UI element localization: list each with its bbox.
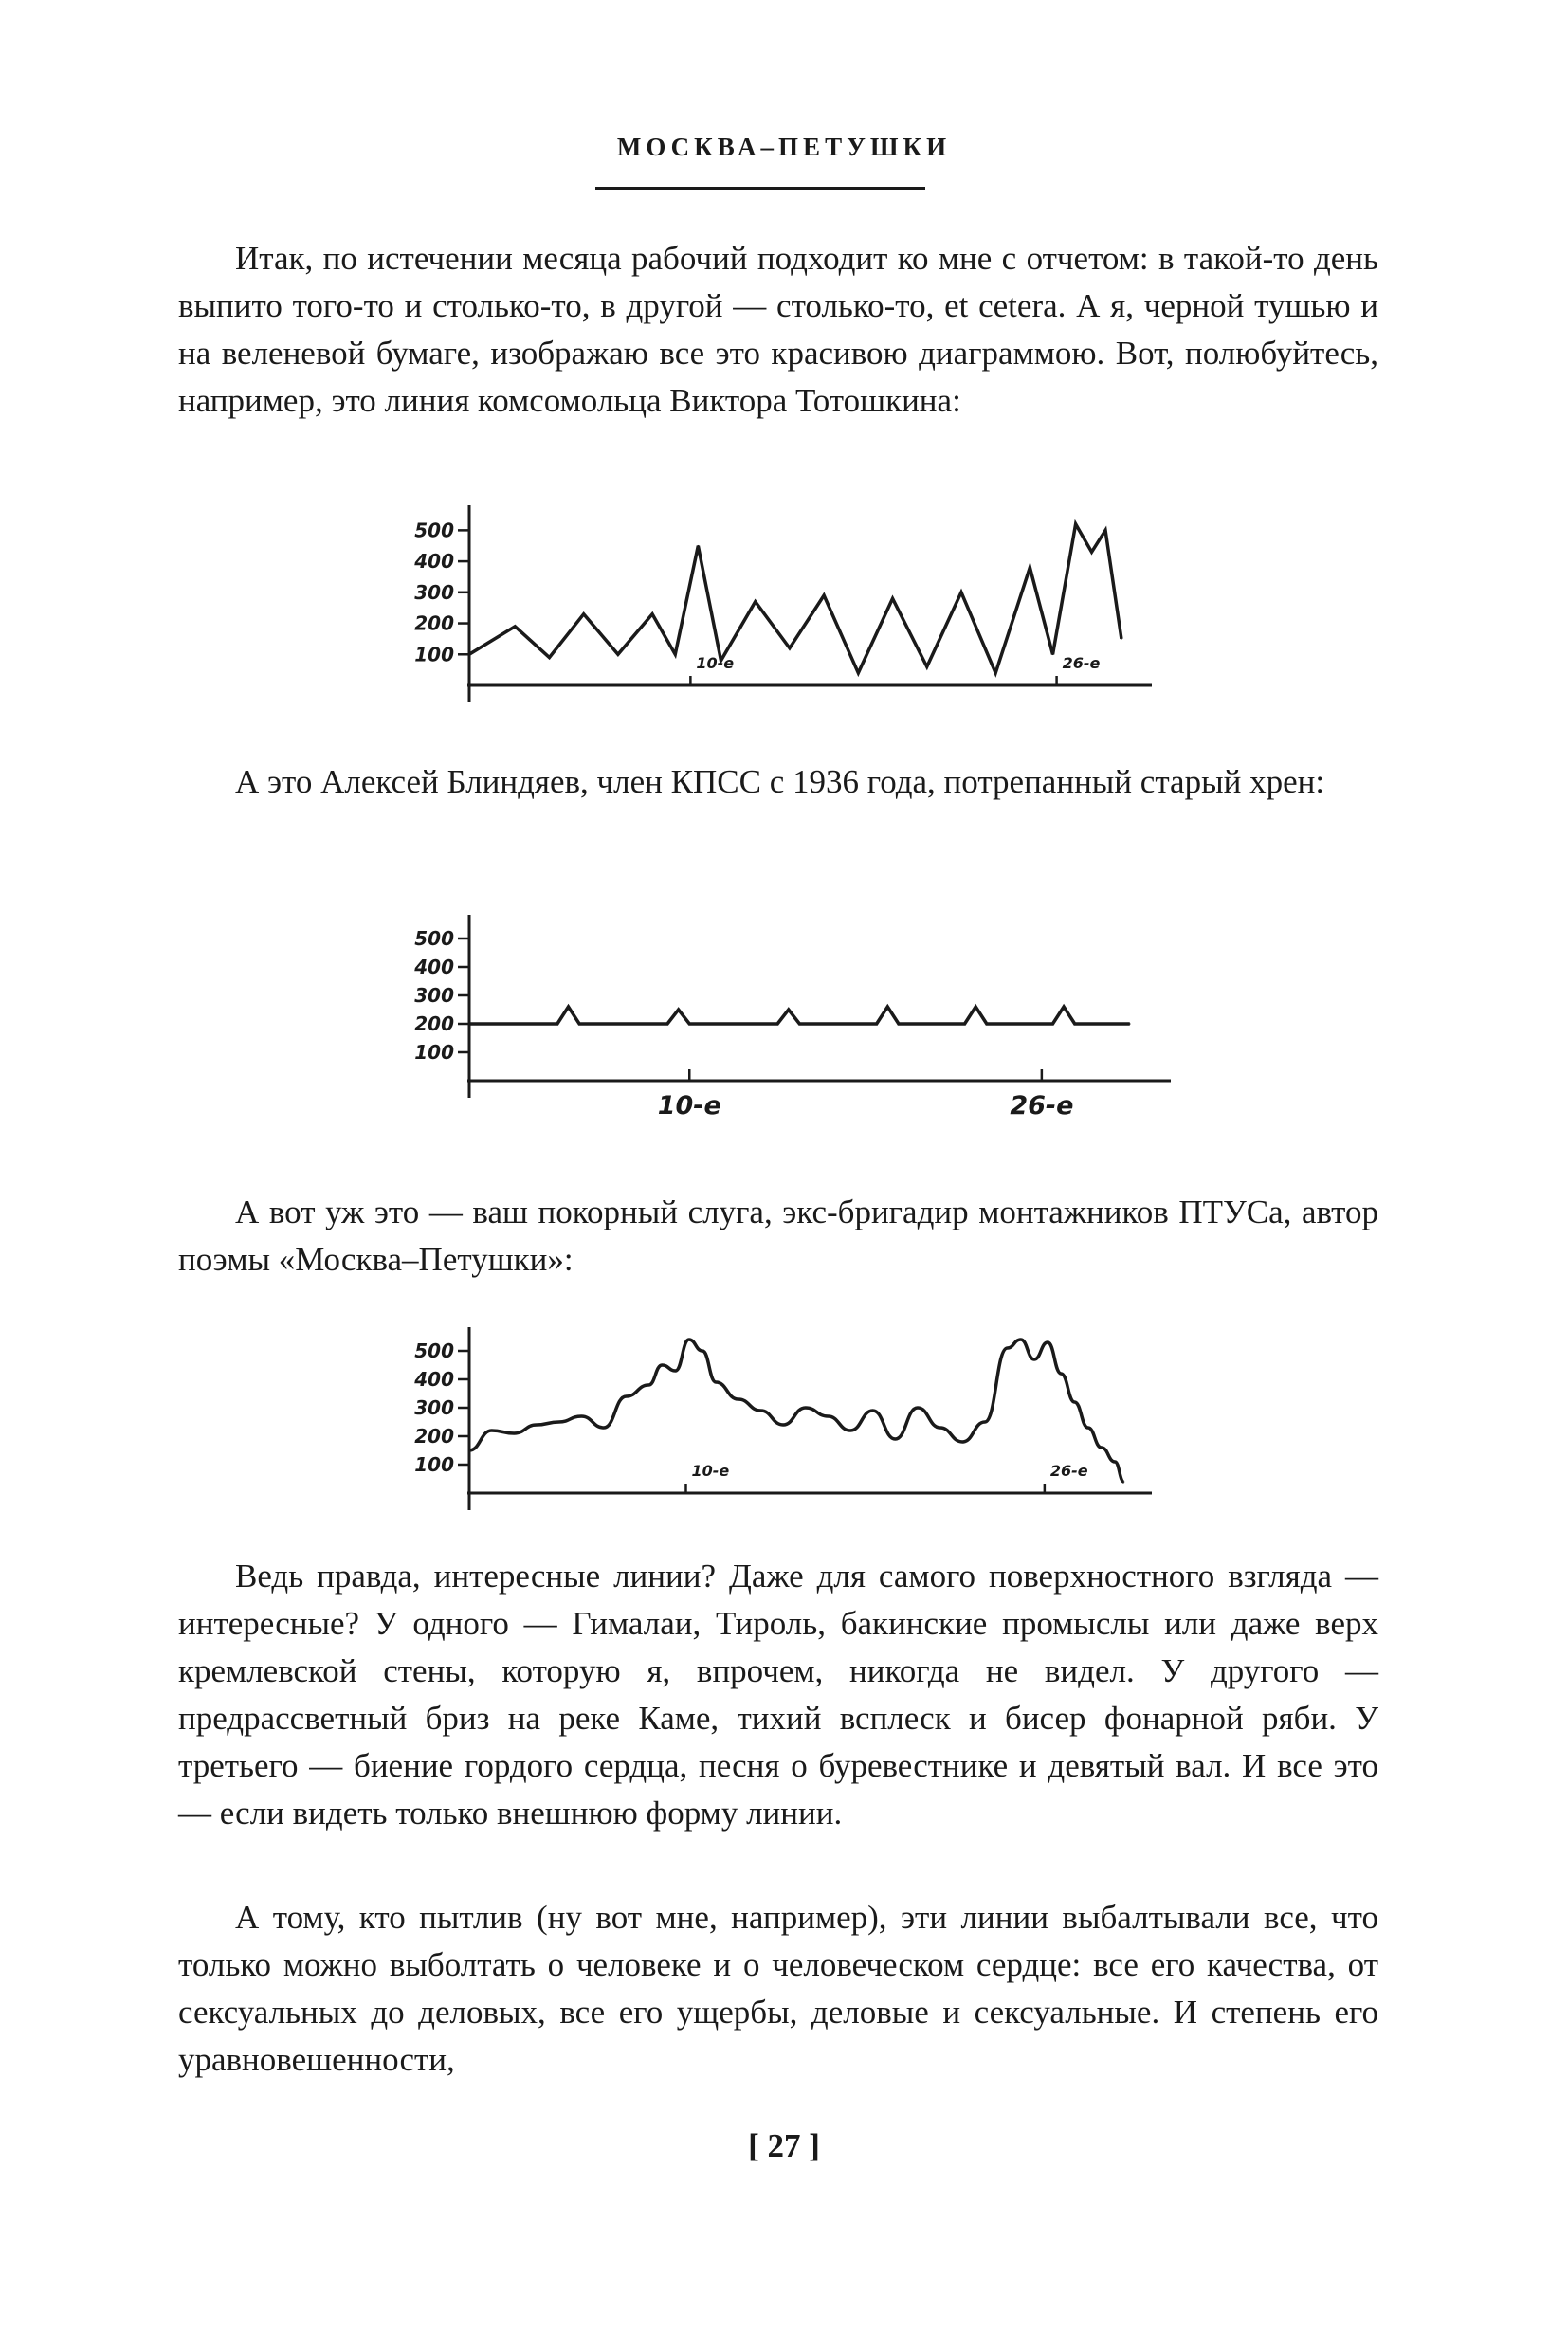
- y-tick-label: 500: [414, 519, 454, 542]
- data-point: [1061, 1373, 1063, 1375]
- data-point: [1074, 1401, 1076, 1403]
- paragraph-1: Итак, по истечении месяца рабочий подходит ко мне с отчетом: в такой-то день выпито того-то и столько-то, в другой — столько-то, et cetera. А я, черной тушью и на веленевой бумаге, изображаю все это красивою диаграммою. Вот, полюбуйтесь, например, это линия комсомольца Виктора Тотошкина:: [178, 240, 1378, 419]
- paragraph-5: А тому, кто пытлив (ну вот мне, например), эти линии выбалтывали все, что только можно выболтать о человеке и о человеческом сердце: все его качества, от сексуальных до деловых, все его ущербы, деловые и сексуальные. И степень его уравновешенности,: [178, 1899, 1378, 2078]
- data-point: [1121, 638, 1122, 640]
- data-point: [468, 1023, 470, 1025]
- x-day-label: 26-е: [1062, 654, 1101, 672]
- data-point: [760, 1410, 762, 1412]
- data-point: [886, 1006, 888, 1008]
- data-point: [926, 666, 928, 668]
- y-tick-label: 200: [414, 1012, 454, 1035]
- chart-author-svg: [384, 1318, 1171, 1536]
- data-point: [1020, 1339, 1022, 1340]
- data-point: [688, 1339, 690, 1340]
- data-point: [1033, 1358, 1035, 1360]
- x-day-label: 10-е: [691, 1462, 730, 1480]
- data-point: [738, 1398, 739, 1400]
- data-point: [1104, 530, 1106, 532]
- page-number: [ 27 ]: [748, 2127, 820, 2164]
- y-tick-label: 400: [414, 1368, 454, 1391]
- y-tick-label: 500: [414, 927, 454, 950]
- series-line: [469, 1007, 1130, 1024]
- data-point: [1123, 1481, 1125, 1483]
- data-point: [1030, 567, 1031, 569]
- data-point: [1101, 1447, 1103, 1449]
- data-point: [549, 657, 551, 659]
- data-point: [514, 626, 516, 628]
- data-point: [789, 647, 791, 649]
- data-point: [1052, 653, 1054, 655]
- data-point: [556, 1023, 558, 1025]
- y-tick-label: 100: [414, 1453, 454, 1476]
- data-point: [939, 1427, 941, 1429]
- data-point: [647, 1384, 649, 1386]
- x-day-label: 10-е: [657, 1091, 721, 1121]
- data-point: [678, 1009, 680, 1011]
- data-point: [583, 613, 585, 615]
- data-point: [1129, 1023, 1131, 1025]
- data-point: [1052, 1023, 1054, 1025]
- data-point: [688, 1023, 690, 1025]
- data-point: [626, 1395, 628, 1397]
- y-tick-label: 200: [414, 1425, 454, 1448]
- data-point: [755, 601, 757, 603]
- data-point: [805, 1407, 807, 1409]
- data-point: [580, 1415, 582, 1417]
- data-point: [823, 594, 825, 596]
- data-point: [1114, 1461, 1116, 1463]
- y-tick-label: 100: [414, 1041, 454, 1064]
- header-rule: [595, 187, 925, 190]
- data-point: [849, 1430, 851, 1431]
- data-point: [964, 1023, 966, 1025]
- data-point: [975, 1006, 976, 1008]
- data-point: [984, 1421, 986, 1423]
- data-point: [876, 1023, 878, 1025]
- x-day-label: 26-е: [1010, 1091, 1074, 1121]
- data-point: [1075, 523, 1077, 525]
- chart-blindyaev: [384, 891, 1171, 1128]
- series-line: [469, 524, 1121, 673]
- series-line: [469, 1340, 1124, 1482]
- data-point: [702, 1350, 703, 1352]
- data-point: [468, 653, 470, 655]
- data-point: [776, 1023, 778, 1025]
- data-point: [986, 1023, 988, 1025]
- data-point: [994, 672, 996, 674]
- data-point: [536, 1424, 538, 1426]
- data-point: [1087, 1427, 1089, 1429]
- data-point: [468, 1449, 470, 1451]
- data-point: [892, 598, 894, 600]
- data-point: [675, 1370, 677, 1372]
- data-point: [568, 1006, 570, 1008]
- data-point: [895, 1438, 897, 1440]
- chart-totoshkin-svg: [384, 501, 1171, 709]
- y-tick-label: 300: [414, 1396, 454, 1419]
- chart-totoshkin: [384, 501, 1171, 709]
- paragraph-2: А это Алексей Блиндяев, член КПСС с 1936 года, потрепанный старый хрен:: [235, 763, 1325, 800]
- data-point: [799, 1023, 801, 1025]
- running-head: МОСКВА–ПЕТУШКИ: [616, 133, 952, 161]
- data-point: [617, 653, 619, 655]
- y-tick-label: 400: [414, 956, 454, 978]
- y-tick-label: 300: [414, 580, 454, 604]
- data-point: [698, 545, 700, 547]
- data-point: [491, 1430, 493, 1431]
- data-point: [1007, 1347, 1009, 1349]
- paragraph-3: А вот уж это — ваш покорный слуга, экс-бригадир монтажников ПТУСа, автор поэмы «Москва–Петушки»:: [178, 1194, 1378, 1278]
- y-tick-label: 400: [414, 550, 454, 574]
- data-point: [828, 1415, 830, 1417]
- y-tick-label: 300: [414, 984, 454, 1007]
- data-point: [1091, 551, 1093, 553]
- y-tick-label: 200: [414, 611, 454, 635]
- data-point: [872, 1410, 874, 1412]
- data-point: [858, 672, 860, 674]
- data-point: [917, 1407, 919, 1409]
- x-day-label: 26-е: [1049, 1462, 1088, 1480]
- x-day-label: 10-е: [696, 654, 735, 672]
- data-point: [782, 1424, 784, 1426]
- chart-author: [384, 1318, 1171, 1536]
- y-tick-label: 500: [414, 1340, 454, 1362]
- data-point: [578, 1023, 580, 1025]
- data-point: [651, 613, 653, 615]
- data-point: [666, 1023, 668, 1025]
- y-tick-label: 100: [414, 643, 454, 666]
- data-point: [1047, 1341, 1048, 1343]
- data-point: [1063, 1006, 1065, 1008]
- data-point: [960, 592, 962, 593]
- data-point: [674, 653, 676, 655]
- paragraph-4: Ведь правда, интересные линии? Даже для самого поверхностного взгляда — интересные? У одного — Гималаи, Тироль, бакинские промыслы или даже верх кремлевской стены, которую я, впрочем, никогда не видел. У другого — предрассветный бриз на реке Каме, тихий всплеск и бисер фонарной ряби. У третьего — биение гордого сердца, песня о буревестнике и девятый вал. И все это — если видеть только внешнюю форму линии.: [178, 1558, 1378, 1832]
- chart-blindyaev-svg: [384, 891, 1171, 1128]
- data-point: [513, 1432, 515, 1434]
- data-point: [603, 1427, 605, 1429]
- data-point: [1074, 1023, 1076, 1025]
- data-point: [961, 1441, 963, 1443]
- data-point: [898, 1023, 900, 1025]
- data-point: [558, 1421, 560, 1423]
- data-point: [662, 1364, 664, 1366]
- data-point: [715, 1381, 717, 1383]
- data-point: [788, 1009, 790, 1011]
